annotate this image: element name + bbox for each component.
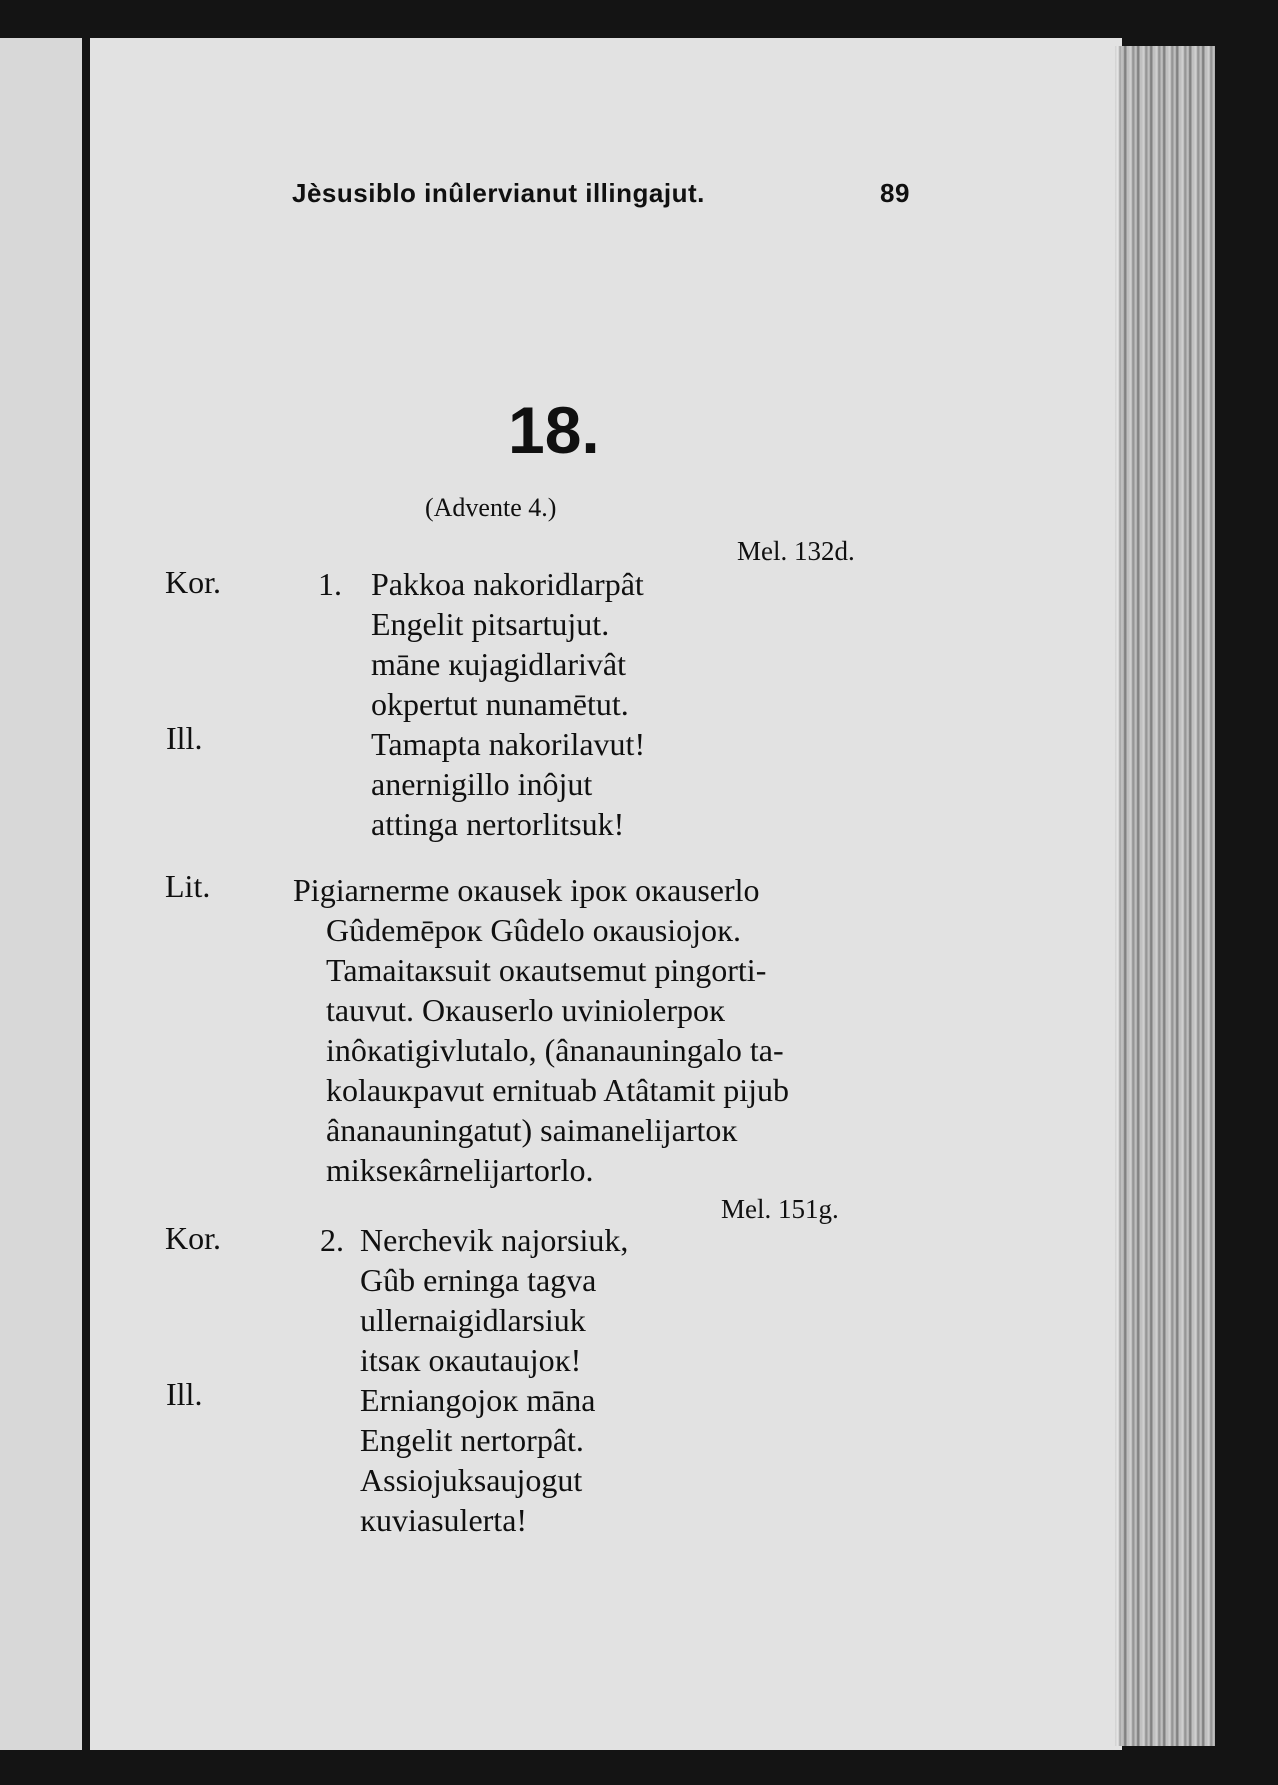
- verse1-line: anernigillo inôjut: [371, 766, 593, 802]
- verse2-line: itsaĸ oĸautaujoĸ!: [360, 1342, 582, 1378]
- verse2-line: Nerchevik najorsiuk,: [360, 1222, 629, 1258]
- liturgy-line: inôĸatigivlutalo, (ânanauningalo ta-: [326, 1032, 784, 1068]
- verse2-line: ullernaigidlarsiuk: [360, 1302, 586, 1338]
- verse2-line: ĸuviasulerta!: [360, 1502, 528, 1538]
- running-header-title: Jèsusiblo inûlervianut illingajut.: [292, 178, 705, 208]
- liturgy-label: Lit.: [165, 868, 211, 904]
- hymn-subtitle: (Advente 4.): [425, 493, 557, 522]
- liturgy-line: Pigiarnerme oĸausek ipoĸ oĸauserlo: [293, 872, 760, 908]
- page-stack-edge: [1115, 46, 1215, 1746]
- liturgy-line: Tamaitaĸsuit oĸautsemut pingorti-: [326, 952, 767, 988]
- verse1-line: Tamapta nakorilavut!: [371, 726, 646, 762]
- verse1-line: okpertut nunamētut.: [371, 686, 629, 722]
- hymn-number: 18.: [508, 393, 600, 467]
- verse2-line: Assiojuksaujogut: [360, 1462, 583, 1498]
- verse2-line: Engelit nertorpât.: [360, 1422, 584, 1458]
- verse1-label-kor: Kor.: [165, 564, 221, 600]
- verse2-label-kor: Kor.: [165, 1220, 221, 1256]
- verse1-melody: Mel. 132d.: [737, 536, 855, 566]
- verse2-line: Erniangojoĸ māna: [360, 1382, 596, 1418]
- verse1-line: māne ĸujagidlarivât: [371, 646, 627, 682]
- verse2-number: 2.: [320, 1222, 344, 1258]
- verse2-line: Gûb erninga tagva: [360, 1262, 597, 1298]
- facing-page-edge: [0, 38, 82, 1750]
- page-number: 89: [880, 178, 910, 208]
- verse1-line: Pakkoa nakoridlarpât: [371, 566, 644, 602]
- verse2-melody: Mel. 151g.: [721, 1194, 839, 1224]
- verse1-label-ill: Ill.: [166, 720, 203, 756]
- liturgy-line: Gûdemēpoĸ Gûdelo oĸausiojoĸ.: [326, 912, 742, 948]
- verse1-number: 1.: [318, 566, 342, 602]
- liturgy-line: tauvut. Oĸauserlo uviniolerpoĸ: [326, 992, 726, 1028]
- liturgy-line: kolauĸpavut ernituab Atâtamit pijub: [326, 1072, 790, 1108]
- liturgy-line: ânanauningatut) saimanelijartoĸ: [326, 1112, 738, 1148]
- verse2-label-ill: Ill.: [166, 1376, 203, 1412]
- verse1-line: attinga nertorlitsuk!: [371, 806, 625, 842]
- verse1-line: Engelit pitsartujut.: [371, 606, 610, 642]
- liturgy-line: mikseĸârnelijartorlo.: [326, 1152, 594, 1188]
